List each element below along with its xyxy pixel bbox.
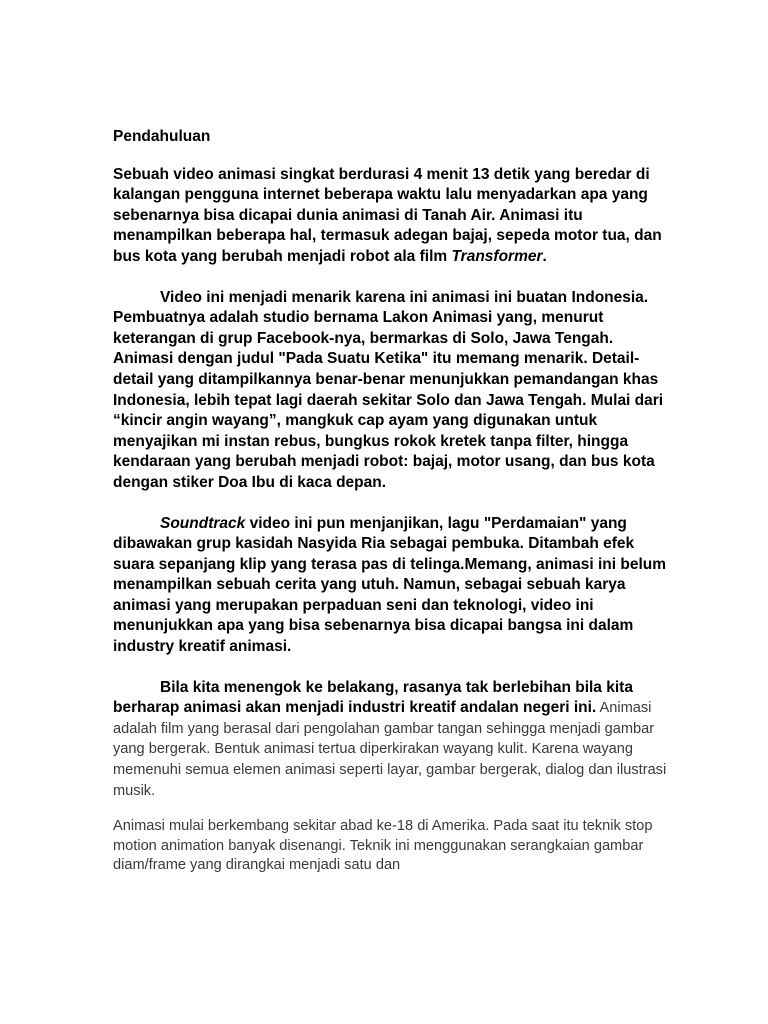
paragraph-5: Animasi mulai berkembang sekitar abad ke-18 di Amerika. Pada saat itu teknik stop motion animation banyak disenangi. Teknik ini menggunakan serangkaian gambar diam/frame yang dirangkai menjadi satu dan (113, 818, 653, 874)
paragraph-1-italic: Transformer (451, 247, 543, 265)
paragraph-2: Video ini menjadi menarik karena ini animasi ini buatan Indonesia. Pembuatnya adalah studio bernama Lakon Animasi yang, menurut keterangan di grup Facebook-nya, bermarkas di Solo, Jawa Tengah. Animasi dengan judul "Pada Suatu Ketika" itu memang menarik. Detail-detail yang ditampilkannya benar-benar menunjukkan pemandangan khas Indonesia, lebih tepat lagi daerah sekitar Solo dan Jawa Tengah. Mulai dari “kincir angin wayang”, mangkuk cap ayam yang digunakan untuk menyajikan mi instan rebus, bungkus rokok kretek tanpa filter, hingga kendaraan yang berubah menjadi robot: bajaj, motor usang, dan bus kota dengan stiker Doa Ibu di kaca depan. (113, 288, 664, 491)
paragraph-3-text: video ini pun menjanjikan, lagu "Perdamaian" yang dibawakan grup kasidah Nasyida Ria sebagai pembuka. Ditambah efek suara sepanjang klip yang terasa pas di telinga.Memang, animasi ini belum menampilkan sebuah cerita yang utuh. Namun, sebagai sebuah karya animasi yang merupakan perpaduan seni dan teknologi, video ini menunjukkan apa yang bisa sebenarnya bisa dicapai bangsa ini dalam industry kreatif animasi. (113, 514, 667, 656)
paragraph-1-text: Sebuah video animasi singkat berdurasi 4 menit 13 detik yang beredar di kalangan pengguna internet beberapa waktu lalu menyadarkan apa yang sebenarnya bisa dicapai dunia animasi di Tanah Air. Animasi itu menampilkan beberapa hal, termasuk adegan bajaj, sepeda motor tua, dan bus kota yang berubah menjadi robot ala film (113, 165, 662, 265)
paragraph-4-bold: Bila kita menengok ke belakang, rasanya tak berlebihan bila kita berharap animasi akan menjadi industri kreatif andalan negeri ini. (113, 678, 633, 717)
paragraph-3-italic: Soundtrack (160, 514, 246, 532)
paragraph-1 (113, 165, 673, 268)
document-body (113, 127, 673, 896)
paragraph-4-light: Animasi adalah film yang berasal dari pengolahan gambar tangan sehingga menjadi gambar yang bergerak. Bentuk animasi tertua diperkirakan wayang kulit. Karena wayang memenuhi semua elemen animasi seperti layar, gambar bergerak, dialog dan ilustrasi musik. (113, 700, 667, 799)
document-heading: Pendahuluan (113, 128, 211, 145)
paragraph-1-tail: . (542, 247, 547, 265)
paragraph-3 (113, 514, 673, 658)
paragraph-4 (113, 678, 673, 802)
